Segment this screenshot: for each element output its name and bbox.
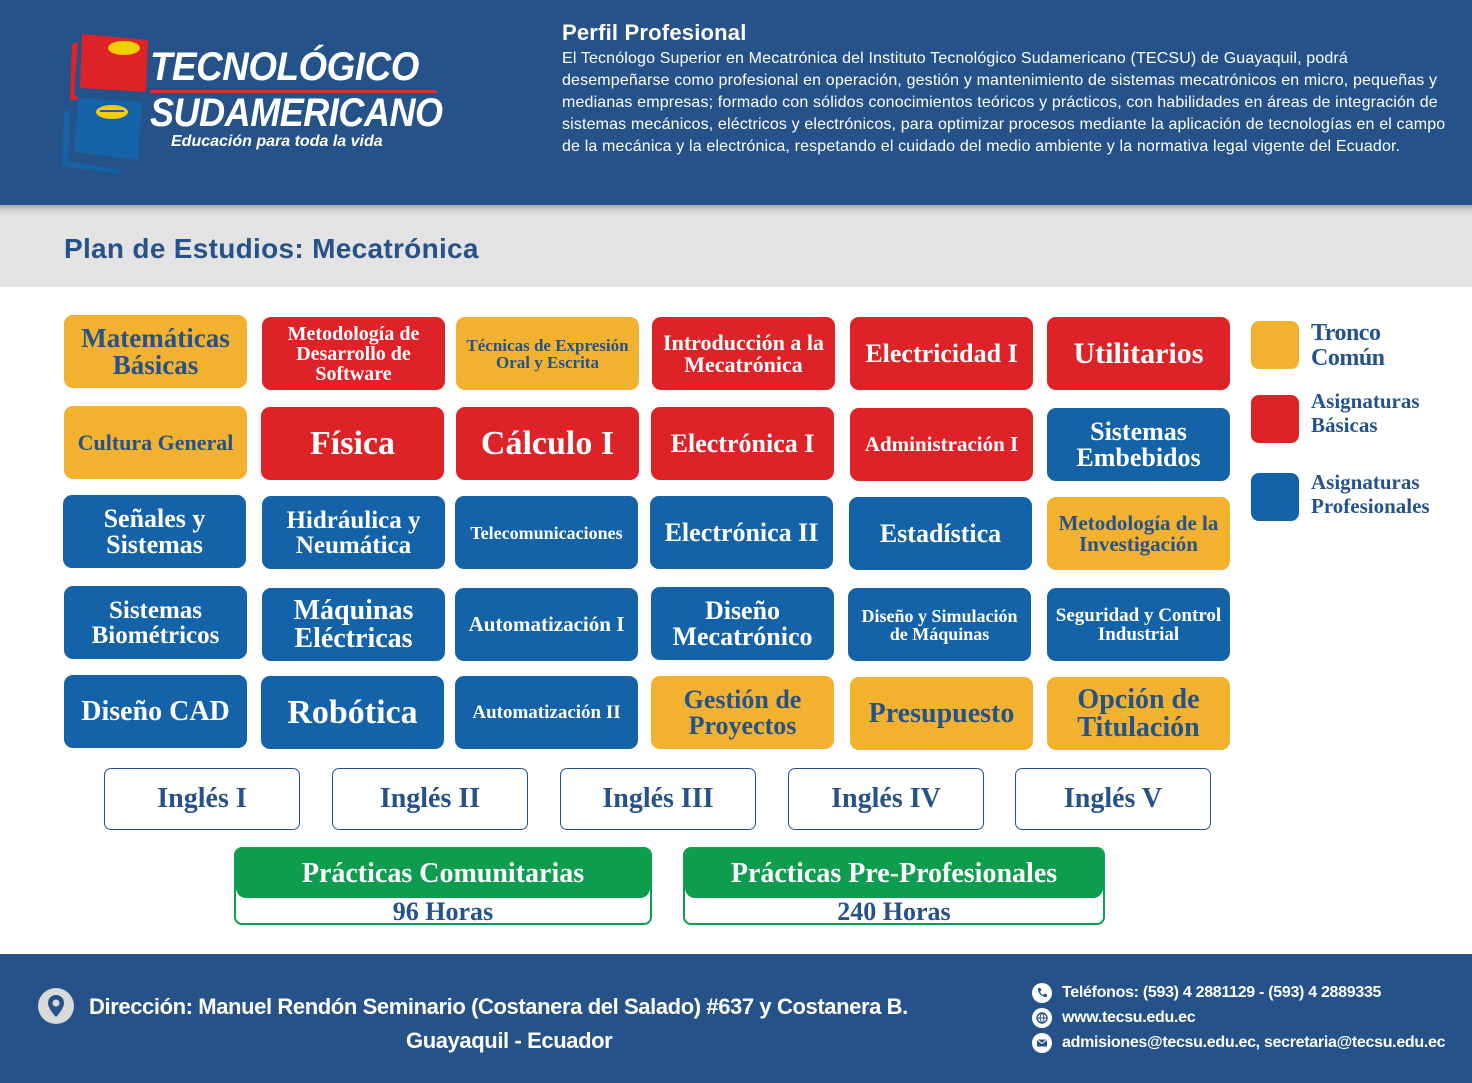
course-ingles-ii: Inglés II bbox=[332, 768, 528, 830]
course-ingles-iv: Inglés IV bbox=[788, 768, 984, 830]
course-utilitarios: Utilitarios bbox=[1047, 317, 1230, 390]
footer-web[interactable] bbox=[1032, 1008, 1195, 1028]
legend-swatch-profesionales bbox=[1251, 473, 1299, 521]
course-ingles-i: Inglés I bbox=[104, 768, 300, 830]
course-estadistica: Estadística bbox=[849, 497, 1032, 570]
course-telecomunicaciones: Telecomunicaciones bbox=[455, 496, 638, 569]
course-electricidad-i: Electricidad I bbox=[850, 317, 1033, 390]
course-gestion-proyectos: Gestión de Proyectos bbox=[651, 676, 834, 749]
logo-mark-icon bbox=[50, 30, 160, 180]
course-calculo-i: Cálculo I bbox=[456, 407, 639, 480]
location-pin-icon bbox=[38, 988, 74, 1024]
course-presupuesto: Presupuesto bbox=[850, 677, 1033, 750]
course-administracion-i: Administración I bbox=[850, 408, 1033, 481]
course-diseno-cad: Diseño CAD bbox=[64, 675, 247, 748]
course-electronica-ii: Electrónica II bbox=[650, 496, 833, 569]
practicas-comunitarias bbox=[234, 847, 652, 925]
legend-label-tronco: Tronco Común bbox=[1311, 320, 1385, 372]
perfil-text: El Tecnólogo Superior en Mecatrónica del Instituto Tecnológico Sudamericano (TECSU) de Guayaquil, podrá desempeñarse como profesional en operación, gestión y mantenimiento de sistemas mecatrónicos en micro, pequeñas y medianas empresas; formado con sólidos conocimientos teóricos y prácticos, con habilidades en áreas de integración de sistemas mecánicos, eléctricos y electrónicos, para optimizar procesos mediante la aplicación de tecnologías en el campo de la mecánica y la electrónica, respetando el cuidado del medio ambiente y la normativa legal vigente del Ecuador. bbox=[562, 50, 1446, 155]
plan-band bbox=[0, 205, 1472, 287]
practicas-preprofesionales-hours: 240 Horas bbox=[837, 896, 951, 925]
logo-subtitle: SUDAMERICANO bbox=[150, 91, 443, 135]
footer bbox=[0, 954, 1472, 1083]
course-fisica: Física bbox=[261, 407, 444, 480]
logo-tagline: Educación para toda la vida bbox=[171, 133, 383, 150]
course-introduccion-mecatronica: Introducción a la Mecatrónica bbox=[652, 317, 835, 390]
legend-swatch-tronco bbox=[1251, 321, 1299, 369]
footer-phones bbox=[1032, 983, 1381, 1003]
course-matematicas-basicas: Matemáticas Básicas bbox=[64, 315, 247, 388]
mail-icon bbox=[1032, 1033, 1052, 1053]
logo-title: TECNOLÓGICO bbox=[150, 45, 419, 89]
footer-web-link[interactable]: www.tecsu.edu.ec bbox=[1062, 1009, 1196, 1026]
plan-title: Plan de Estudios: Mecatrónica bbox=[64, 233, 479, 264]
course-diseno-simulacion-maquinas: Diseño y Simulación de Máquinas bbox=[848, 588, 1031, 661]
legend-label-basicas: Asignaturas Básicas bbox=[1311, 389, 1420, 437]
course-electronica-i: Electrónica I bbox=[651, 407, 834, 480]
phone-icon bbox=[1032, 983, 1052, 1003]
course-seguridad-control-industrial: Seguridad y Control Industrial bbox=[1047, 588, 1230, 661]
course-metodologia-investigacion: Metodología de la Investigación bbox=[1047, 497, 1230, 570]
practicas-preprofesionales bbox=[683, 847, 1105, 925]
course-ingles-iii: Inglés III bbox=[560, 768, 756, 830]
course-hidraulica-neumatica: Hidráulica y Neumática bbox=[262, 496, 445, 569]
footer-emails-text[interactable]: admisiones@tecsu.edu.ec, secretaria@tecsu.edu.ec bbox=[1062, 1034, 1446, 1051]
course-opcion-titulacion: Opción de Titulación bbox=[1047, 677, 1230, 750]
globe-icon bbox=[1032, 1008, 1052, 1028]
practicas-comunitarias-hours: 96 Horas bbox=[392, 896, 494, 925]
footer-emails[interactable] bbox=[1032, 1033, 1445, 1053]
footer-address-line2: Guayaquil - Ecuador bbox=[406, 1028, 613, 1053]
course-sistemas-biometricos: Sistemas Biométricos bbox=[64, 586, 247, 659]
course-maquinas-electricas: Máquinas Eléctricas bbox=[262, 588, 445, 661]
footer-address-line1: Dirección: Manuel Rendón Seminario (Costanera del Salado) #637 y Costanera B. bbox=[89, 994, 908, 1019]
course-automatizacion-ii: Automatización II bbox=[455, 676, 638, 749]
legend-swatch-basicas bbox=[1251, 395, 1299, 443]
legend-label-profesionales: Asignaturas Profesionales bbox=[1311, 470, 1430, 518]
course-sistemas-embebidos: Sistemas Embebidos bbox=[1047, 408, 1230, 481]
institute-logo[interactable] bbox=[50, 30, 450, 180]
course-automatizacion-i: Automatización I bbox=[455, 588, 638, 661]
course-cultura-general: Cultura General bbox=[64, 406, 247, 479]
practicas-preprofesionales-title: Prácticas Pre-Profesionales bbox=[685, 849, 1103, 898]
perfil-title: Perfil Profesional bbox=[562, 20, 747, 45]
footer-phones-text: Teléfonos: (593) 4 2881129 - (593) 4 2889335 bbox=[1062, 984, 1382, 1001]
course-ingles-v: Inglés V bbox=[1015, 768, 1211, 830]
header bbox=[0, 0, 1472, 205]
course-metodologia-desarrollo-software: Metodología de Desarrollo de Software bbox=[262, 317, 445, 390]
practicas-comunitarias-title: Prácticas Comunitarias bbox=[236, 849, 650, 898]
perfil-section bbox=[562, 20, 1452, 158]
course-diseno-mecatronico: Diseño Mecatrónico bbox=[651, 587, 834, 660]
course-tecnicas-expresion: Técnicas de Expresión Oral y Escrita bbox=[456, 317, 639, 390]
course-robotica: Robótica bbox=[261, 676, 444, 749]
course-senales-sistemas: Señales y Sistemas bbox=[63, 495, 246, 568]
